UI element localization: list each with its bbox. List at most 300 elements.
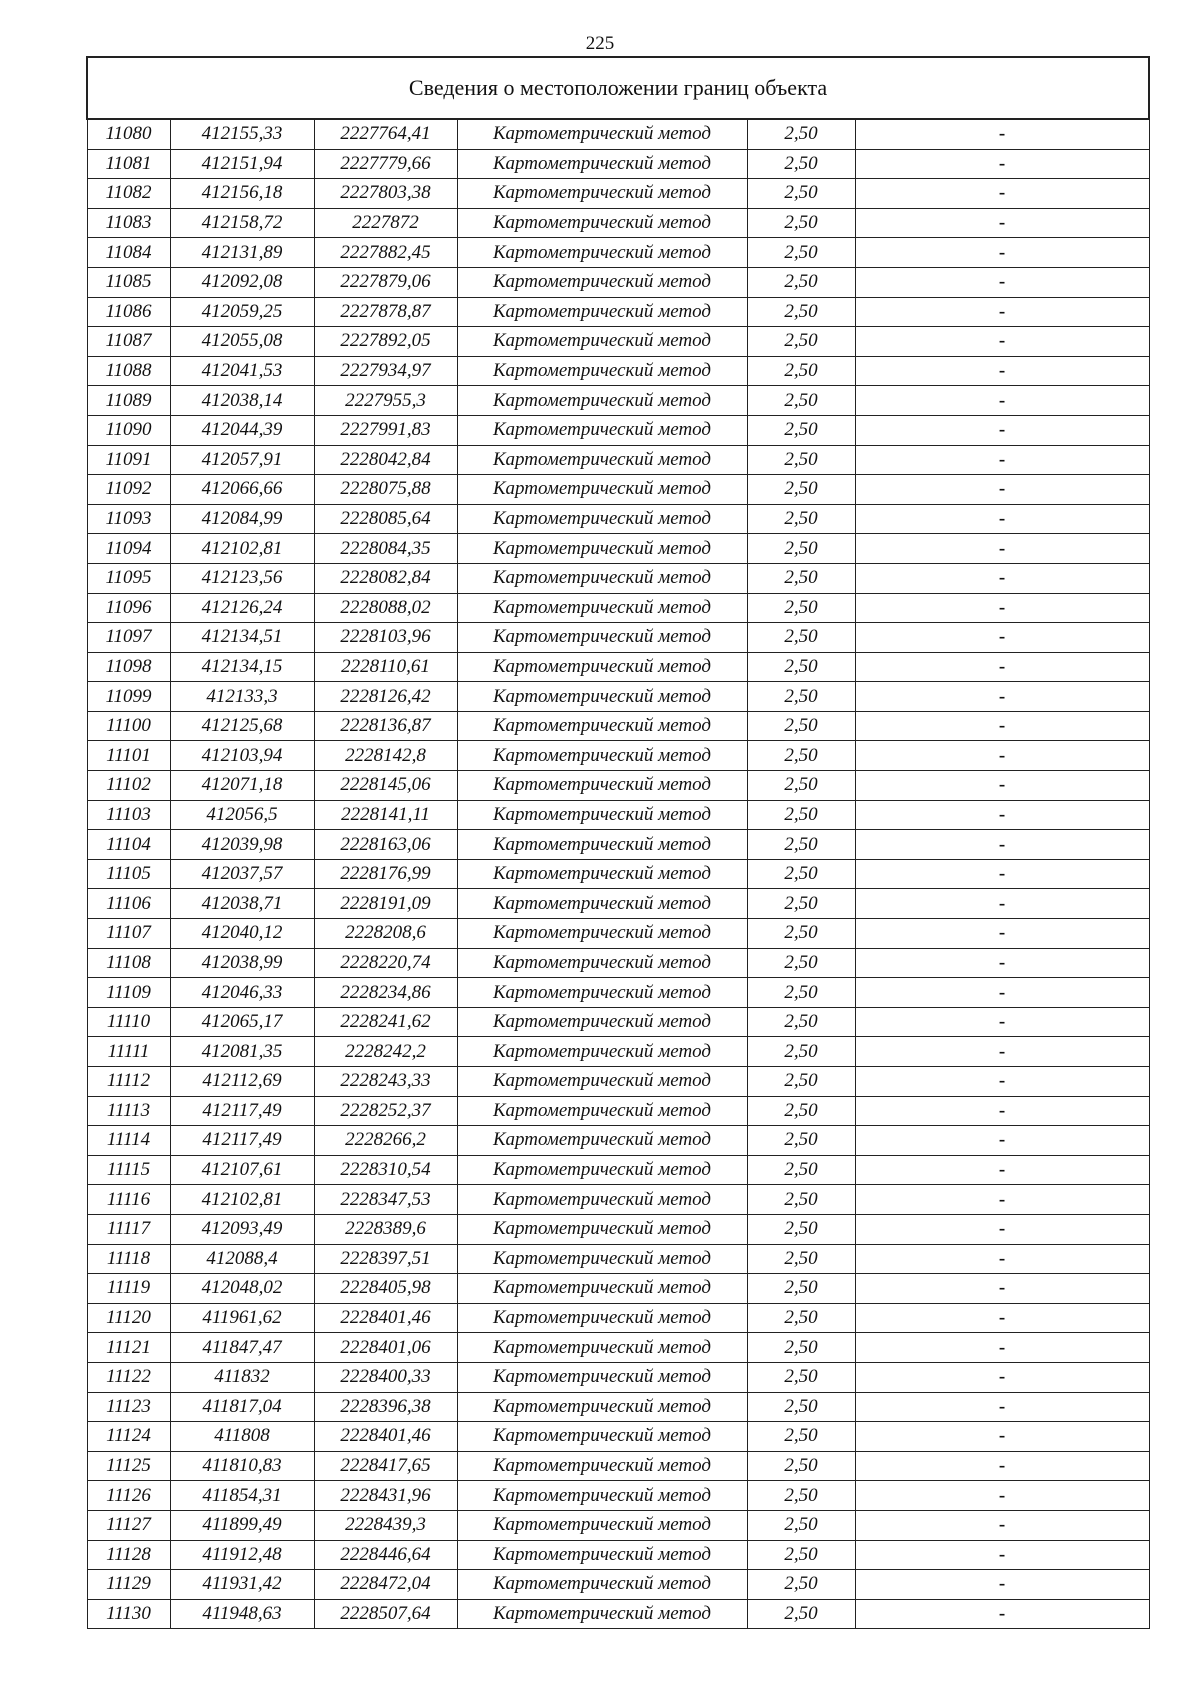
cell-y-coordinate: 2227879,06: [314, 267, 457, 297]
cell-y-coordinate: 2228417,65: [314, 1451, 457, 1481]
cell-y-coordinate: 2228242,2: [314, 1037, 457, 1067]
cell-point-number: 11101: [87, 741, 170, 771]
cell-precision: 2,50: [747, 1392, 855, 1422]
cell-point-number: 11097: [87, 623, 170, 653]
table-row: [87, 119, 1149, 149]
cell-point-number: 11108: [87, 948, 170, 978]
cell-point-number: 11087: [87, 327, 170, 357]
cell-method: Картометрический метод: [457, 919, 747, 949]
cell-point-number: 11121: [87, 1333, 170, 1363]
cell-x-coordinate: 412134,51: [170, 623, 314, 653]
cell-point-number: 11116: [87, 1185, 170, 1215]
cell-x-coordinate: 412066,66: [170, 475, 314, 505]
cell-precision: 2,50: [747, 504, 855, 534]
cell-method: Картометрический метод: [457, 1096, 747, 1126]
cell-description: -: [855, 208, 1149, 238]
cell-x-coordinate: 412093,49: [170, 1214, 314, 1244]
cell-precision: 2,50: [747, 1007, 855, 1037]
cell-point-number: 11091: [87, 445, 170, 475]
cell-x-coordinate: 412041,53: [170, 356, 314, 386]
cell-y-coordinate: 2228431,96: [314, 1481, 457, 1511]
cell-method: Картометрический метод: [457, 830, 747, 860]
cell-method: Картометрический метод: [457, 741, 747, 771]
table-row: [87, 1599, 1149, 1629]
cell-y-coordinate: 2227882,45: [314, 238, 457, 268]
cell-description: -: [855, 1570, 1149, 1600]
cell-description: -: [855, 1274, 1149, 1304]
cell-description: -: [855, 830, 1149, 860]
cell-description: -: [855, 771, 1149, 801]
cell-method: Картометрический метод: [457, 1451, 747, 1481]
cell-precision: 2,50: [747, 978, 855, 1008]
cell-x-coordinate: 411931,42: [170, 1570, 314, 1600]
cell-method: Картометрический метод: [457, 1510, 747, 1540]
table-row: [87, 1244, 1149, 1274]
cell-description: -: [855, 1155, 1149, 1185]
table-row: [87, 534, 1149, 564]
cell-y-coordinate: 2228252,37: [314, 1096, 457, 1126]
cell-precision: 2,50: [747, 919, 855, 949]
table-row: [87, 771, 1149, 801]
cell-x-coordinate: 411961,62: [170, 1303, 314, 1333]
table-row: [87, 978, 1149, 1008]
boundary-table-container: [86, 56, 1148, 1629]
page-number: 225: [585, 33, 615, 54]
cell-point-number: 11093: [87, 504, 170, 534]
cell-x-coordinate: 412038,99: [170, 948, 314, 978]
cell-point-number: 11122: [87, 1362, 170, 1392]
cell-x-coordinate: 412134,15: [170, 652, 314, 682]
cell-method: Картометрический метод: [457, 1422, 747, 1452]
cell-precision: 2,50: [747, 1067, 855, 1097]
cell-y-coordinate: 2228110,61: [314, 652, 457, 682]
cell-precision: 2,50: [747, 800, 855, 830]
cell-point-number: 11080: [87, 119, 170, 149]
cell-precision: 2,50: [747, 119, 855, 149]
cell-point-number: 11096: [87, 593, 170, 623]
cell-point-number: 11098: [87, 652, 170, 682]
cell-precision: 2,50: [747, 445, 855, 475]
cell-method: Картометрический метод: [457, 327, 747, 357]
cell-point-number: 11128: [87, 1540, 170, 1570]
table-row: [87, 889, 1149, 919]
cell-description: -: [855, 386, 1149, 416]
cell-method: Картометрический метод: [457, 563, 747, 593]
cell-precision: 2,50: [747, 1096, 855, 1126]
cell-precision: 2,50: [747, 1333, 855, 1363]
table-row: [87, 1214, 1149, 1244]
cell-x-coordinate: 412055,08: [170, 327, 314, 357]
table-row: [87, 593, 1149, 623]
table-row: [87, 1037, 1149, 1067]
cell-point-number: 11119: [87, 1274, 170, 1304]
cell-method: Картометрический метод: [457, 1244, 747, 1274]
cell-x-coordinate: 411899,49: [170, 1510, 314, 1540]
cell-description: -: [855, 1451, 1149, 1481]
cell-y-coordinate: 2228084,35: [314, 534, 457, 564]
cell-method: Картометрический метод: [457, 593, 747, 623]
cell-description: -: [855, 1037, 1149, 1067]
table-row: [87, 208, 1149, 238]
cell-description: -: [855, 356, 1149, 386]
cell-y-coordinate: 2228439,3: [314, 1510, 457, 1540]
cell-precision: 2,50: [747, 563, 855, 593]
cell-description: -: [855, 1096, 1149, 1126]
table-row: [87, 948, 1149, 978]
cell-point-number: 11089: [87, 386, 170, 416]
cell-point-number: 11113: [87, 1096, 170, 1126]
cell-y-coordinate: 2228401,06: [314, 1333, 457, 1363]
cell-description: -: [855, 1510, 1149, 1540]
table-row: [87, 711, 1149, 741]
cell-method: Картометрический метод: [457, 889, 747, 919]
cell-point-number: 11088: [87, 356, 170, 386]
cell-precision: 2,50: [747, 623, 855, 653]
cell-precision: 2,50: [747, 1155, 855, 1185]
cell-point-number: 11100: [87, 711, 170, 741]
cell-y-coordinate: 2228082,84: [314, 563, 457, 593]
cell-method: Картометрический метод: [457, 771, 747, 801]
cell-point-number: 11103: [87, 800, 170, 830]
cell-precision: 2,50: [747, 1274, 855, 1304]
cell-precision: 2,50: [747, 208, 855, 238]
cell-x-coordinate: 412131,89: [170, 238, 314, 268]
table-title: Сведения о местоположении границ объекта: [87, 57, 1149, 119]
table-row: [87, 1096, 1149, 1126]
cell-y-coordinate: 2227764,41: [314, 119, 457, 149]
cell-precision: 2,50: [747, 1303, 855, 1333]
table-row: [87, 682, 1149, 712]
cell-x-coordinate: 411847,47: [170, 1333, 314, 1363]
cell-y-coordinate: 2228141,11: [314, 800, 457, 830]
cell-description: -: [855, 179, 1149, 209]
cell-point-number: 11110: [87, 1007, 170, 1037]
cell-x-coordinate: 412046,33: [170, 978, 314, 1008]
cell-point-number: 11125: [87, 1451, 170, 1481]
cell-point-number: 11109: [87, 978, 170, 1008]
cell-y-coordinate: 2228389,6: [314, 1214, 457, 1244]
cell-x-coordinate: 411808: [170, 1422, 314, 1452]
cell-method: Картометрический метод: [457, 682, 747, 712]
cell-description: -: [855, 682, 1149, 712]
cell-y-coordinate: 2228401,46: [314, 1303, 457, 1333]
cell-x-coordinate: 412059,25: [170, 297, 314, 327]
cell-x-coordinate: 412158,72: [170, 208, 314, 238]
table-row: [87, 238, 1149, 268]
cell-precision: 2,50: [747, 1599, 855, 1629]
cell-description: -: [855, 948, 1149, 978]
cell-description: -: [855, 563, 1149, 593]
cell-description: -: [855, 445, 1149, 475]
cell-method: Картометрический метод: [457, 1303, 747, 1333]
cell-point-number: 11112: [87, 1067, 170, 1097]
cell-description: -: [855, 652, 1149, 682]
cell-description: -: [855, 711, 1149, 741]
cell-x-coordinate: 412038,14: [170, 386, 314, 416]
cell-description: -: [855, 1214, 1149, 1244]
boundary-coordinates-table: [86, 56, 1150, 1629]
cell-y-coordinate: 2228397,51: [314, 1244, 457, 1274]
cell-x-coordinate: 411948,63: [170, 1599, 314, 1629]
cell-precision: 2,50: [747, 1481, 855, 1511]
cell-precision: 2,50: [747, 593, 855, 623]
cell-method: Картометрический метод: [457, 948, 747, 978]
cell-x-coordinate: 412056,5: [170, 800, 314, 830]
table-row: [87, 1155, 1149, 1185]
cell-method: Картометрический метод: [457, 800, 747, 830]
table-row: [87, 1274, 1149, 1304]
cell-point-number: 11111: [87, 1037, 170, 1067]
cell-y-coordinate: 2228241,62: [314, 1007, 457, 1037]
cell-x-coordinate: 412081,35: [170, 1037, 314, 1067]
table-row: [87, 504, 1149, 534]
table-row: [87, 1007, 1149, 1037]
table-body: [87, 57, 1149, 1629]
cell-point-number: 11124: [87, 1422, 170, 1452]
cell-x-coordinate: 412107,61: [170, 1155, 314, 1185]
cell-y-coordinate: 2228103,96: [314, 623, 457, 653]
table-row: [87, 830, 1149, 860]
cell-y-coordinate: 2228208,6: [314, 919, 457, 949]
cell-precision: 2,50: [747, 889, 855, 919]
cell-description: -: [855, 297, 1149, 327]
table-row: [87, 149, 1149, 179]
cell-precision: 2,50: [747, 149, 855, 179]
cell-description: -: [855, 919, 1149, 949]
cell-description: -: [855, 1185, 1149, 1215]
table-row: [87, 1303, 1149, 1333]
table-row: [87, 445, 1149, 475]
cell-x-coordinate: 412065,17: [170, 1007, 314, 1037]
table-row: [87, 1067, 1149, 1097]
cell-y-coordinate: 2228310,54: [314, 1155, 457, 1185]
cell-description: -: [855, 1422, 1149, 1452]
cell-method: Картометрический метод: [457, 623, 747, 653]
table-row: [87, 386, 1149, 416]
cell-method: Картометрический метод: [457, 1481, 747, 1511]
cell-method: Картометрический метод: [457, 711, 747, 741]
cell-x-coordinate: 411810,83: [170, 1451, 314, 1481]
table-row: [87, 267, 1149, 297]
table-row: [87, 800, 1149, 830]
table-row: [87, 623, 1149, 653]
cell-method: Картометрический метод: [457, 859, 747, 889]
cell-x-coordinate: 412125,68: [170, 711, 314, 741]
cell-point-number: 11102: [87, 771, 170, 801]
cell-x-coordinate: 412112,69: [170, 1067, 314, 1097]
cell-y-coordinate: 2227803,38: [314, 179, 457, 209]
cell-precision: 2,50: [747, 297, 855, 327]
cell-point-number: 11115: [87, 1155, 170, 1185]
cell-precision: 2,50: [747, 771, 855, 801]
cell-description: -: [855, 504, 1149, 534]
cell-precision: 2,50: [747, 682, 855, 712]
cell-point-number: 11099: [87, 682, 170, 712]
cell-point-number: 11092: [87, 475, 170, 505]
cell-y-coordinate: 2227955,3: [314, 386, 457, 416]
cell-y-coordinate: 2228234,86: [314, 978, 457, 1008]
cell-y-coordinate: 2227779,66: [314, 149, 457, 179]
cell-y-coordinate: 2228396,38: [314, 1392, 457, 1422]
cell-method: Картометрический метод: [457, 1362, 747, 1392]
cell-y-coordinate: 2228176,99: [314, 859, 457, 889]
cell-method: Картометрический метод: [457, 1067, 747, 1097]
cell-description: -: [855, 741, 1149, 771]
cell-method: Картометрический метод: [457, 1214, 747, 1244]
cell-precision: 2,50: [747, 741, 855, 771]
cell-point-number: 11127: [87, 1510, 170, 1540]
cell-precision: 2,50: [747, 1214, 855, 1244]
cell-y-coordinate: 2228136,87: [314, 711, 457, 741]
cell-x-coordinate: 412048,02: [170, 1274, 314, 1304]
cell-y-coordinate: 2228145,06: [314, 771, 457, 801]
cell-precision: 2,50: [747, 475, 855, 505]
cell-point-number: 11114: [87, 1126, 170, 1156]
cell-point-number: 11081: [87, 149, 170, 179]
cell-x-coordinate: 412126,24: [170, 593, 314, 623]
cell-description: -: [855, 1362, 1149, 1392]
cell-point-number: 11104: [87, 830, 170, 860]
cell-precision: 2,50: [747, 1451, 855, 1481]
cell-y-coordinate: 2228472,04: [314, 1570, 457, 1600]
cell-x-coordinate: 412133,3: [170, 682, 314, 712]
cell-x-coordinate: 412102,81: [170, 1185, 314, 1215]
cell-method: Картометрический метод: [457, 356, 747, 386]
cell-precision: 2,50: [747, 386, 855, 416]
cell-precision: 2,50: [747, 711, 855, 741]
cell-x-coordinate: 412117,49: [170, 1096, 314, 1126]
cell-method: Картометрический метод: [457, 149, 747, 179]
table-row: [87, 741, 1149, 771]
cell-precision: 2,50: [747, 1185, 855, 1215]
cell-method: Картометрический метод: [457, 267, 747, 297]
table-row: [87, 1510, 1149, 1540]
table-row: [87, 652, 1149, 682]
cell-y-coordinate: 2228126,42: [314, 682, 457, 712]
table-row: [87, 327, 1149, 357]
cell-description: -: [855, 800, 1149, 830]
cell-y-coordinate: 2228042,84: [314, 445, 457, 475]
cell-x-coordinate: 412103,94: [170, 741, 314, 771]
cell-description: -: [855, 1007, 1149, 1037]
cell-y-coordinate: 2227991,83: [314, 415, 457, 445]
cell-description: -: [855, 1392, 1149, 1422]
cell-precision: 2,50: [747, 859, 855, 889]
cell-point-number: 11106: [87, 889, 170, 919]
cell-x-coordinate: 412092,08: [170, 267, 314, 297]
cell-method: Картометрический метод: [457, 1126, 747, 1156]
cell-point-number: 11107: [87, 919, 170, 949]
cell-point-number: 11123: [87, 1392, 170, 1422]
table-row: [87, 1185, 1149, 1215]
cell-method: Картометрический метод: [457, 1392, 747, 1422]
table-title-row: [87, 57, 1149, 119]
cell-point-number: 11130: [87, 1599, 170, 1629]
cell-x-coordinate: 412040,12: [170, 919, 314, 949]
cell-x-coordinate: 412117,49: [170, 1126, 314, 1156]
cell-x-coordinate: 412037,57: [170, 859, 314, 889]
cell-description: -: [855, 1481, 1149, 1511]
cell-y-coordinate: 2228405,98: [314, 1274, 457, 1304]
cell-precision: 2,50: [747, 1244, 855, 1274]
table-row: [87, 919, 1149, 949]
cell-method: Картометрический метод: [457, 1155, 747, 1185]
cell-description: -: [855, 475, 1149, 505]
table-row: [87, 1126, 1149, 1156]
cell-y-coordinate: 2228191,09: [314, 889, 457, 919]
table-row: [87, 1481, 1149, 1511]
cell-y-coordinate: 2228088,02: [314, 593, 457, 623]
table-row: [87, 563, 1149, 593]
cell-description: -: [855, 889, 1149, 919]
cell-description: -: [855, 1303, 1149, 1333]
cell-x-coordinate: 412102,81: [170, 534, 314, 564]
cell-x-coordinate: 412084,99: [170, 504, 314, 534]
cell-method: Картометрический метод: [457, 652, 747, 682]
cell-x-coordinate: 412044,39: [170, 415, 314, 445]
cell-method: Картометрический метод: [457, 386, 747, 416]
cell-method: Картометрический метод: [457, 1599, 747, 1629]
table-row: [87, 415, 1149, 445]
table-row: [87, 1333, 1149, 1363]
cell-point-number: 11117: [87, 1214, 170, 1244]
cell-precision: 2,50: [747, 356, 855, 386]
cell-method: Картометрический метод: [457, 445, 747, 475]
cell-x-coordinate: 412057,91: [170, 445, 314, 475]
cell-x-coordinate: 412038,71: [170, 889, 314, 919]
table-row: [87, 1570, 1149, 1600]
cell-y-coordinate: 2228401,46: [314, 1422, 457, 1452]
cell-precision: 2,50: [747, 1037, 855, 1067]
cell-x-coordinate: 412151,94: [170, 149, 314, 179]
cell-method: Картометрический метод: [457, 1570, 747, 1600]
cell-description: -: [855, 415, 1149, 445]
cell-precision: 2,50: [747, 179, 855, 209]
cell-precision: 2,50: [747, 652, 855, 682]
cell-point-number: 11094: [87, 534, 170, 564]
cell-y-coordinate: 2228075,88: [314, 475, 457, 505]
cell-description: -: [855, 534, 1149, 564]
cell-description: -: [855, 149, 1149, 179]
cell-description: -: [855, 1126, 1149, 1156]
cell-x-coordinate: 412088,4: [170, 1244, 314, 1274]
cell-description: -: [855, 238, 1149, 268]
cell-y-coordinate: 2228400,33: [314, 1362, 457, 1392]
cell-precision: 2,50: [747, 1126, 855, 1156]
cell-x-coordinate: 411912,48: [170, 1540, 314, 1570]
table-row: [87, 356, 1149, 386]
cell-description: -: [855, 1599, 1149, 1629]
cell-method: Картометрический метод: [457, 534, 747, 564]
cell-precision: 2,50: [747, 1510, 855, 1540]
table-row: [87, 1451, 1149, 1481]
table-row: [87, 1422, 1149, 1452]
cell-point-number: 11095: [87, 563, 170, 593]
cell-y-coordinate: 2227878,87: [314, 297, 457, 327]
cell-y-coordinate: 2228243,33: [314, 1067, 457, 1097]
table-row: [87, 1540, 1149, 1570]
cell-precision: 2,50: [747, 238, 855, 268]
cell-precision: 2,50: [747, 1570, 855, 1600]
cell-y-coordinate: 2228220,74: [314, 948, 457, 978]
cell-x-coordinate: 412155,33: [170, 119, 314, 149]
cell-point-number: 11084: [87, 238, 170, 268]
cell-description: -: [855, 1540, 1149, 1570]
cell-y-coordinate: 2228142,8: [314, 741, 457, 771]
cell-y-coordinate: 2228446,64: [314, 1540, 457, 1570]
cell-precision: 2,50: [747, 267, 855, 297]
cell-description: -: [855, 593, 1149, 623]
